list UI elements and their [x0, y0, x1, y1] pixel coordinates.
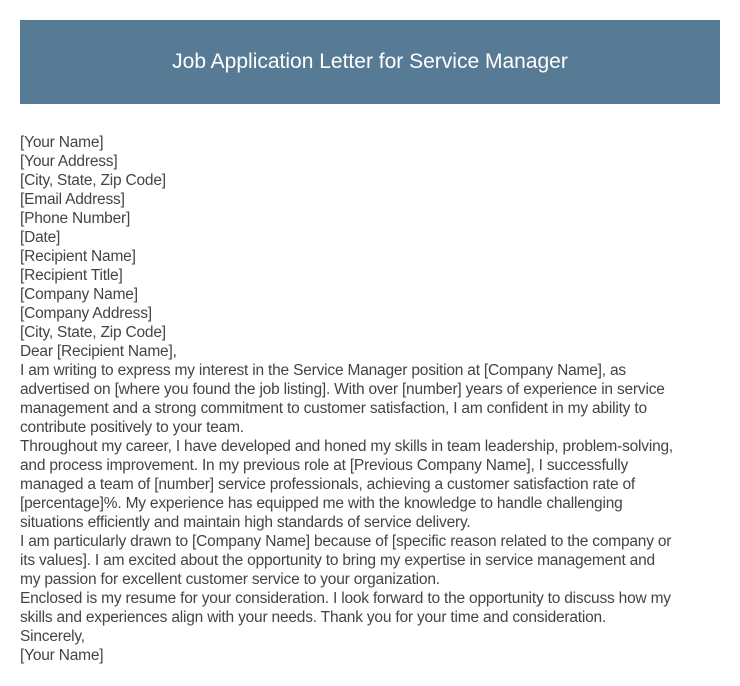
- sender-address: [Your Address]: [20, 153, 118, 170]
- paragraph-line: situations efficiently and maintain high standards of service delivery.: [20, 514, 471, 531]
- paragraph-line: [percentage]%. My experience has equipped me with the knowledge to handle challenging: [20, 495, 623, 512]
- recipient-name: [Recipient Name]: [20, 248, 136, 265]
- paragraph-line: Throughout my career, I have developed and honed my skills in team leadership, problem-solving,: [20, 438, 674, 455]
- paragraph-line: I am particularly drawn to [Company Name] because of [specific reason related to the company or: [20, 533, 672, 550]
- paragraph-line: management and a strong commitment to customer satisfaction, I am confident in my ability to: [20, 400, 647, 417]
- sender-email: [Email Address]: [20, 191, 125, 208]
- paragraph-line: skills and experiences align with your needs. Thank you for your time and consideration.: [20, 609, 607, 626]
- paragraph-line: I am writing to express my interest in the Service Manager position at [Company Name], as: [20, 362, 626, 379]
- paragraph-closing: [20, 589, 730, 627]
- sender-phone: [Phone Number]: [20, 210, 131, 227]
- paragraph-line: managed a team of [number] service professionals, achieving a customer satisfaction rate of: [20, 476, 636, 493]
- letter-body: [20, 133, 730, 665]
- signature: [Your Name]: [20, 647, 104, 664]
- recipient-company: [Company Name]: [20, 286, 138, 303]
- paragraph-motivation: [20, 532, 730, 589]
- paragraph-line: advertised on [where you found the job listing]. With over [number] years of experience in service: [20, 381, 665, 398]
- paragraph-line: my passion for excellent customer service to your organization.: [20, 571, 440, 588]
- page-title: Job Application Letter for Service Manager: [172, 50, 568, 73]
- paragraph-experience: [20, 437, 730, 532]
- recipient-city-state-zip: [City, State, Zip Code]: [20, 324, 166, 341]
- paragraph-line: Enclosed is my resume for your consideration. I look forward to the opportunity to discuss how my: [20, 590, 671, 607]
- letter-date: [Date]: [20, 229, 61, 246]
- page-header: [20, 20, 720, 104]
- paragraph-intro: [20, 361, 730, 437]
- sender-city-state-zip: [City, State, Zip Code]: [20, 172, 166, 189]
- recipient-title: [Recipient Title]: [20, 267, 123, 284]
- sender-name: [Your Name]: [20, 134, 104, 151]
- paragraph-line: its values]. I am excited about the opportunity to bring my expertise in service management and: [20, 552, 655, 569]
- recipient-company-address: [Company Address]: [20, 305, 152, 322]
- paragraph-line: and process improvement. In my previous role at [Previous Company Name], I successfully: [20, 457, 629, 474]
- salutation: Dear [Recipient Name],: [20, 343, 177, 360]
- paragraph-line: contribute positively to your team.: [20, 419, 244, 436]
- closing: Sincerely,: [20, 628, 85, 645]
